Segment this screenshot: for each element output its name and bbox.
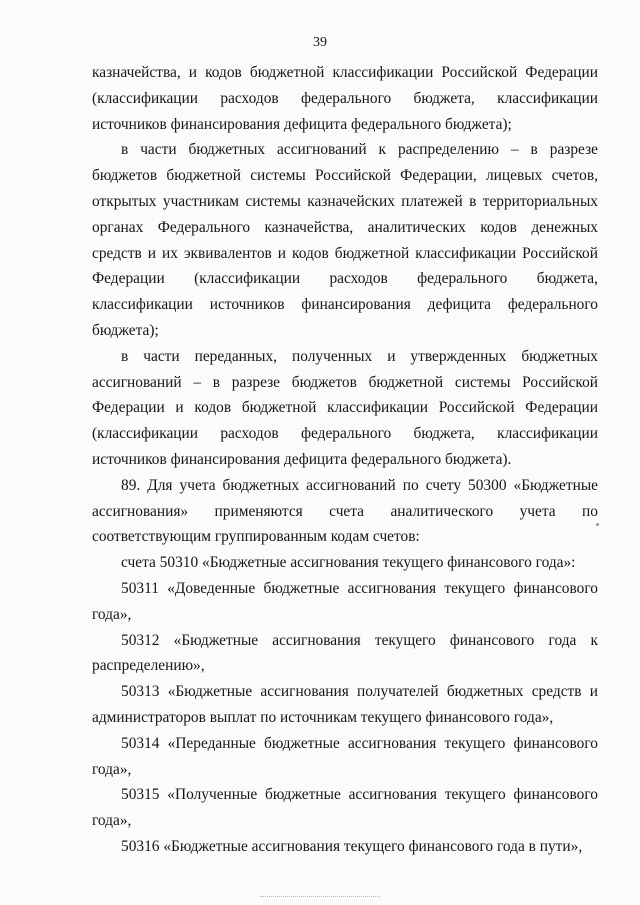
- paragraph-account-50314: 50314 «Переданные бюджетные ассигнования текущего финансового года»,: [92, 734, 598, 778]
- scan-speck: [596, 523, 599, 526]
- paragraph-continuation: казначейства, и кодов бюджетной классификации Российской Федерации (классификации расходов федерального бюджета, классификации источников финансирования дефицита федерального бюджета);: [92, 64, 598, 133]
- page-number: 39: [313, 35, 327, 50]
- paragraph-account-50312: 50312 «Бюджетные ассигнования текущего финансового года к распределению»,: [92, 631, 598, 675]
- paragraph-distribution: в части бюджетных ассигнований к распределению – в разрезе бюджетов бюджетной системы Российской Федерации, лицевых счетов, открытых участникам системы казначейских платежей в территориальных органах Федерального казначейства, аналитических кодов денежных средств и их эквивалентов и кодов бюджетной классификации Российской Федерации (классификации расходов федерального бюджета, классификации источников финансирования дефицита федерального бюджета);: [92, 141, 598, 339]
- paragraph-account-50316: 50316 «Бюджетные ассигнования текущего финансового года в пути»,: [121, 837, 583, 855]
- paragraph-account-50315: 50315 «Полученные бюджетные ассигнования текущего финансового года»,: [92, 786, 598, 830]
- paragraph-account-50311: 50311 «Доведенные бюджетные ассигнования текущего финансового года»,: [92, 579, 598, 623]
- paragraph-account-50313: 50313 «Бюджетные ассигнования получателей бюджетных средств и администраторов выплат по источникам текущего финансового года»,: [92, 683, 598, 726]
- paragraph-transferred: в части переданных, полученных и утвержденных бюджетных ассигнований – в разрезе бюджетов бюджетной системы Российской Федерации и кодов бюджетной классификации Российской Федерации (классификации расходов федерального бюджета, классификации источников финансирования дефицита федерального бюджета).: [92, 347, 598, 468]
- paragraph-account-50310: счета 50310 «Бюджетные ассигнования текущего финансового года»:: [121, 554, 576, 572]
- paragraph-89: 89. Для учета бюджетных ассигнований по счету 50300 «Бюджетные ассигнования» применяются счета аналитического учета по соответствующим группированным кодам счетов:: [92, 476, 598, 546]
- scan-edge-mark: [260, 896, 380, 899]
- document-body: [92, 60, 598, 860]
